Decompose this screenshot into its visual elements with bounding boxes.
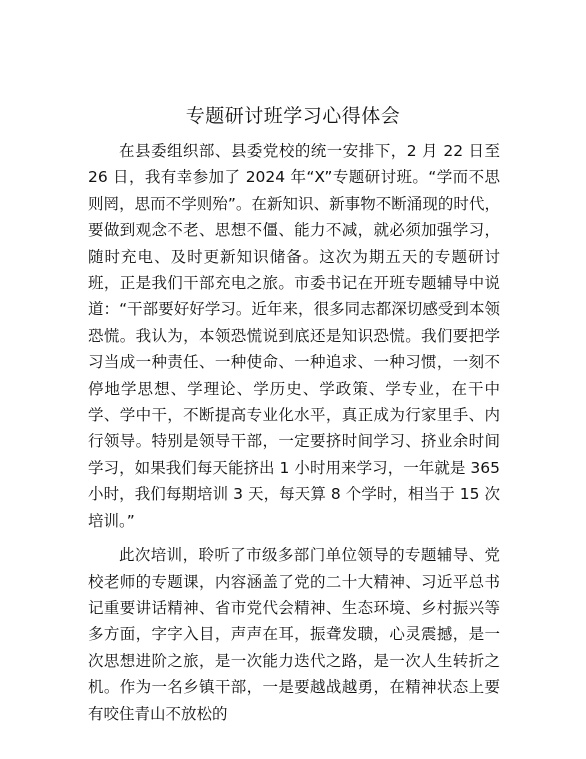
document-body bbox=[88, 138, 500, 727]
paragraph-1: 在县委组织部、县委党校的统一安排下，2 月 22 日至 26 日，我有幸参加了 2024 年“X”专题研讨班。“学而不思则罔，思而不学则殆”。在新知识、新事物不断涌现的时代，要做到观念不老、思想不僵、能力不减，就必须加强学习，随时充电、及时更新知识储备。这次为期五天的专题研讨班，正是我们干部充电之旅。市委书记在开班专题辅导中说道：“干部要好好学习。近年来，很多同志都深切感受到本领恐慌。我认为，本领恐慌说到底还是知识恐慌。我们要把学习当成一种责任、一种使命、一种追求、一种习惯，一刻不停地学思想、学理论、学历史、学政策、学专业，在干中学、学中干，不断提高专业化水平，真正成为行家里手、内行领导。特别是领导干部，一定要挤时间学习、挤业余时间学习，如果我们每天能挤出 1 小时用来学习，一年就是 365 小时，我们每期培训 3 天，每天算 8 个学时，相当于 15 次培训。” bbox=[88, 142, 500, 530]
paragraph-2: 此次培训，聆听了市级多部门单位领导的专题辅导、党校老师的专题课，内容涵盖了党的二十大精神、习近平总书记重要讲话精神、省市党代会精神、生态环境、乡村振兴等多方面，字字入目，声声在耳，振聋发聩，心灵震撼，是一次思想进阶之旅，是一次能力迭代之路，是一次人生转折之机。作为一名乡镇干部，一是要越战越勇，在精神状态上要有咬住青山不放松的 bbox=[88, 546, 500, 723]
document-title: 专题研讨班学习心得体会 bbox=[185, 105, 401, 127]
